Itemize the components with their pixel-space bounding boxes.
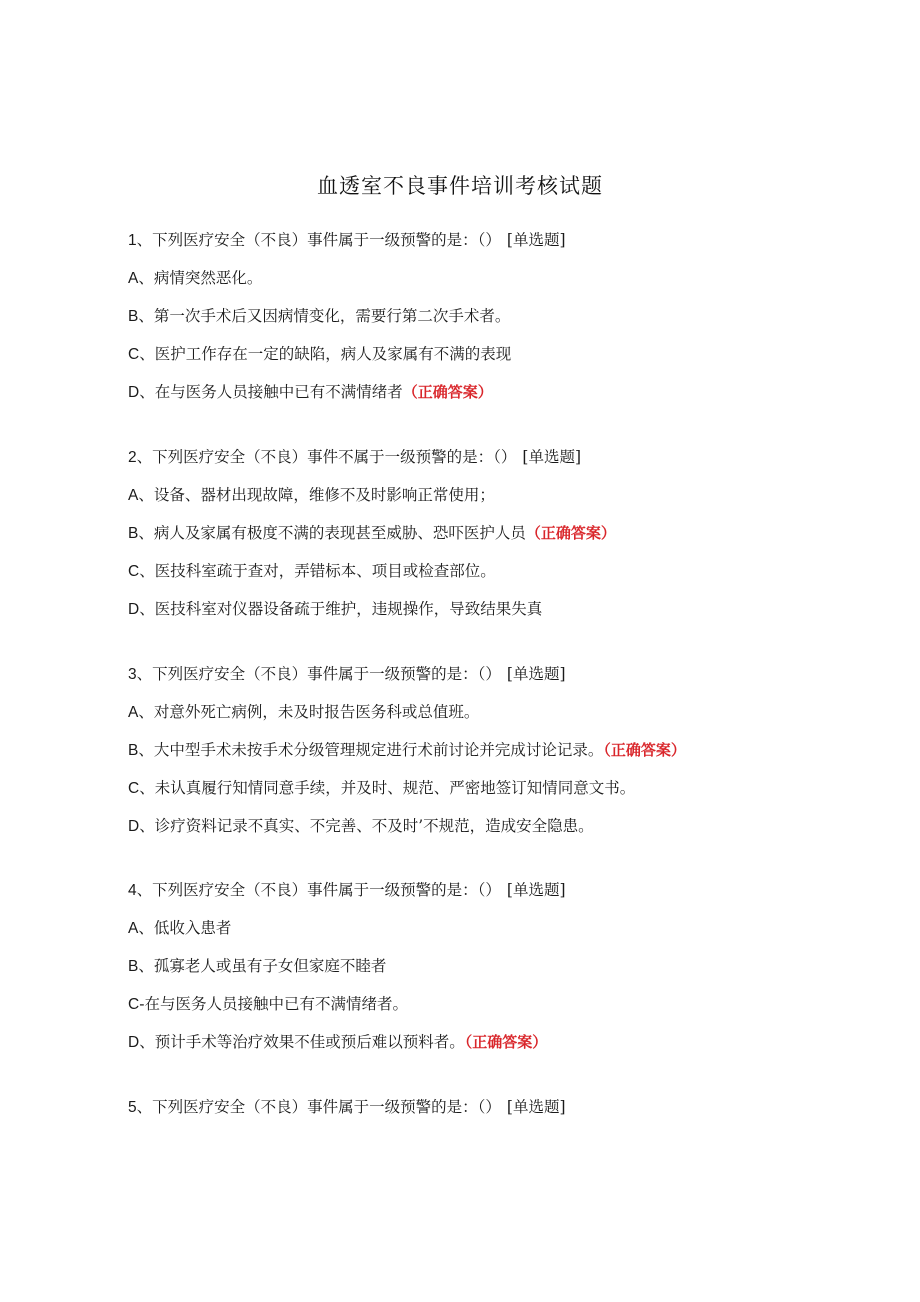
option-c (128, 561, 868, 581)
question-4 (128, 880, 868, 1052)
option-letter: C (128, 563, 140, 580)
option-b (128, 306, 868, 326)
option-text: 医技科室疏于查对，弄错标本、项目或检查部位。 (154, 562, 496, 580)
option-text: 未认真履行知情同意手续，并及时、规范、严密地签订知情同意文书。 (154, 779, 636, 797)
option-separator: 、 (138, 741, 154, 759)
option-a (128, 485, 868, 505)
question-number: 5 (128, 1099, 137, 1116)
option-text: 孤寡老人或虽有子女但家庭不睦者 (153, 957, 387, 975)
question-stem (128, 1097, 868, 1117)
question-text: 、下列医疗安全（不良）事件属于一级预警的是：（） (136, 665, 501, 683)
option-letter: C (128, 346, 140, 363)
option-separator: 、 (139, 345, 155, 363)
option-text: 医技科室对仪器设备疏于维护，违规操作，导致结果失真 (154, 600, 543, 618)
option-letter: A (128, 270, 139, 287)
option-separator: 、 (138, 269, 154, 287)
question-type-tag: [单选题] (506, 1098, 566, 1116)
page-title: 血透室不良事件培训考核试题 (317, 174, 603, 198)
option-separator: - (139, 995, 145, 1013)
question-type-tag: [单选题] (506, 231, 566, 249)
question-text: 、下列医疗安全（不良）事件属于一级预警的是：（） (136, 231, 501, 249)
question-type-tag: [单选题] (522, 448, 581, 466)
option-b (128, 956, 868, 976)
correct-answer-label: （正确答案） (464, 1033, 548, 1051)
option-c (128, 994, 868, 1014)
option-text: 在与医务人员接触中已有不满情绪者 (154, 383, 403, 401)
option-d (128, 1032, 868, 1052)
question-type-tag: [单选题] (506, 881, 566, 899)
question-number: 1 (128, 232, 137, 249)
option-letter: D (128, 1034, 140, 1051)
option-text: 第一次手术后又因病情变化，需要行第二次手术者。 (153, 307, 511, 325)
option-a (128, 702, 868, 722)
option-text: 低收入患者 (153, 919, 232, 937)
option-letter: B (128, 958, 139, 975)
option-letter: A (128, 487, 139, 504)
option-separator: 、 (139, 562, 155, 580)
option-text: 预计手术等治疗效果不佳或预后难以预料者。 (154, 1033, 465, 1051)
option-letter: D (128, 384, 140, 401)
option-letter: C (128, 780, 140, 797)
correct-answer-label: （正确答案） (402, 383, 493, 401)
question-stem (128, 447, 868, 467)
option-text: 病情突然恶化。 (153, 269, 263, 287)
question-text: 、下列医疗安全（不良）事件属于一级预警的是：（） (136, 1098, 501, 1116)
option-d (128, 599, 868, 619)
option-c (128, 778, 868, 798)
option-separator: 、 (138, 307, 154, 325)
option-letter: D (128, 601, 140, 618)
option-separator: 、 (138, 703, 154, 721)
option-separator: 、 (138, 957, 154, 975)
option-letter: B (128, 742, 139, 759)
question-number: 2 (128, 449, 137, 466)
question-type-tag: [单选题] (506, 665, 566, 683)
option-separator: 、 (138, 919, 154, 937)
option-b (128, 523, 868, 543)
option-separator: 、 (138, 486, 154, 504)
question-text: 、下列医疗安全（不良）事件不属于一级预警的是：（） (136, 448, 517, 466)
option-letter: A (128, 920, 139, 937)
question-number: 3 (128, 666, 137, 683)
correct-answer-label: （正确答案） (525, 524, 616, 542)
option-letter: B (128, 525, 139, 542)
question-2 (128, 447, 868, 619)
question-stem (128, 230, 868, 250)
option-separator: 、 (139, 383, 155, 401)
option-separator: 、 (139, 779, 155, 797)
option-text: 病人及家属有极度不满的表现甚至威胁、恐吓医护人员 (153, 524, 526, 542)
option-a (128, 268, 868, 288)
option-letter: A (128, 704, 139, 721)
option-separator: 、 (138, 524, 154, 542)
option-text: 对意外死亡病例，未及时报告医务科或总值班。 (153, 703, 480, 721)
option-d (128, 382, 868, 402)
question-number: 4 (128, 882, 137, 899)
question-stem (128, 880, 868, 900)
option-text: 诊疗资料记录不真实、不完善、不及时’不规范，造成安全隐患。 (154, 817, 594, 835)
option-text: 大中型手术未按手术分级管理规定进行术前讨论并完成讨论记录。 (153, 741, 604, 759)
option-text: 设备、器材出现故障，维修不及时影响正常使用； (153, 486, 495, 504)
question-5 (128, 1097, 868, 1117)
option-text: 医护工作存在一定的缺陷，病人及家属有不满的表现 (154, 345, 512, 363)
question-1 (128, 230, 868, 402)
option-a (128, 918, 868, 938)
option-b (128, 740, 868, 760)
option-separator: 、 (139, 1033, 155, 1051)
option-letter: C (128, 996, 140, 1013)
option-letter: B (128, 308, 139, 325)
option-d (128, 816, 868, 836)
question-stem (128, 664, 868, 684)
option-text: 在与医务人员接触中已有不满情绪者。 (144, 995, 408, 1013)
option-letter: D (128, 818, 140, 835)
option-separator: 、 (139, 817, 155, 835)
question-3 (128, 664, 868, 836)
question-text: 、下列医疗安全（不良）事件属于一级预警的是：（） (136, 881, 501, 899)
option-c (128, 344, 868, 364)
correct-answer-label: （正确答案） (603, 741, 686, 759)
option-separator: 、 (139, 600, 155, 618)
